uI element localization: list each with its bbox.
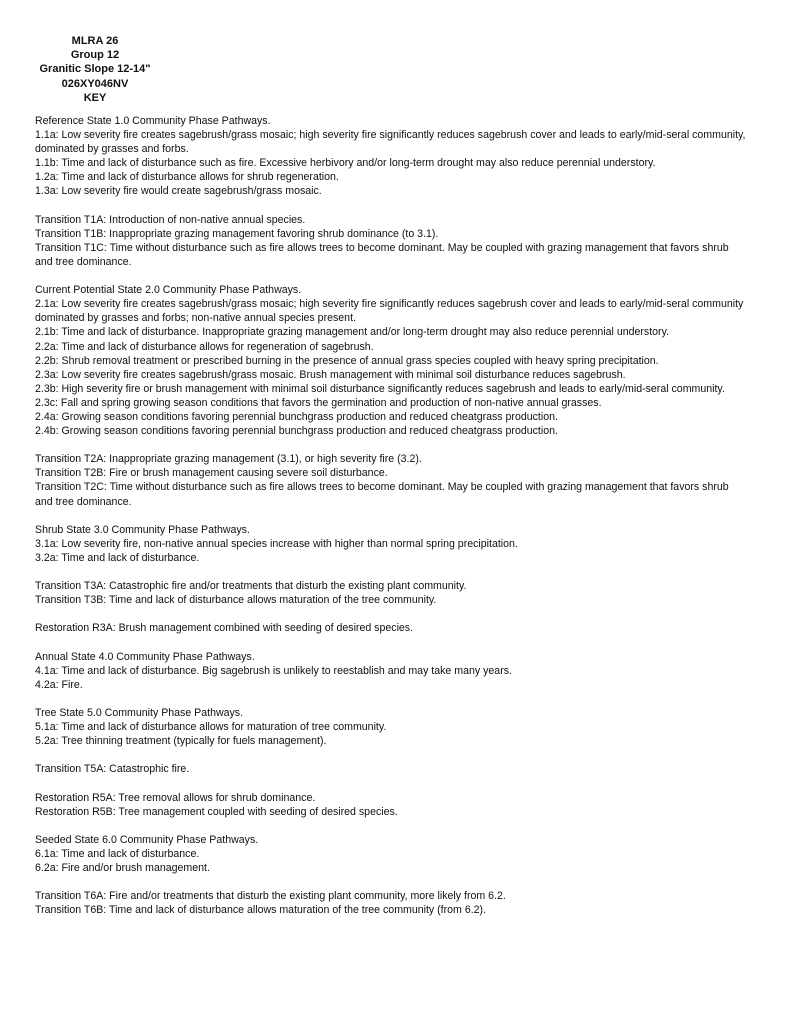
section-heading-line: Transition T3A: Catastrophic fire and/or treatments that disturb the existing plant community. bbox=[35, 580, 467, 593]
text-line: 2.2b: Shrub removal treatment or prescribed burning in the presence of annual grass species coupled with heavy spring precipitation. bbox=[35, 354, 659, 367]
text-line: 2.3a: Low severity fire creates sagebrush/grass mosaic. Brush management with minimal soil disturbance reduces sagebrush. bbox=[35, 368, 626, 381]
text-line: 2.3b: High severity fire or brush management with minimal soil disturbance significantly reduces sagebrush and leads to early/mid-seral community. bbox=[35, 382, 725, 395]
text-section bbox=[35, 791, 747, 819]
section-heading-line: Annual State 4.0 Community Phase Pathways. bbox=[35, 650, 255, 663]
header-site-name: Granitic Slope 12-14" bbox=[39, 63, 151, 76]
document-body bbox=[35, 114, 747, 931]
section-heading-line: Current Potential State 2.0 Community Phase Pathways. bbox=[35, 284, 302, 297]
header-mlra: MLRA 26 bbox=[71, 35, 119, 47]
text-line: 2.4a: Growing season conditions favoring perennial bunchgrass production and reduced cheatgrass production. bbox=[35, 410, 558, 423]
text-line: Transition T2B: Fire or brush management causing severe soil disturbance. bbox=[35, 467, 388, 480]
text-section bbox=[35, 833, 747, 875]
section-heading-line: Restoration R3A: Brush management combined with seeding of desired species. bbox=[35, 622, 414, 635]
text-line: Transition T2C: Time without disturbance such as fire allows trees to become dominant. May be coupled with grazing management that favors shrub and tree dominance. bbox=[35, 481, 729, 508]
text-line: Transition T1C: Time without disturbance such as fire allows trees to become dominant. May be coupled with grazing management that favors shrub and tree dominance. bbox=[35, 241, 729, 268]
header-key: KEY bbox=[83, 91, 107, 104]
section-heading-line: Seeded State 6.0 Community Phase Pathways. bbox=[35, 833, 259, 846]
text-line: 2.1b: Time and lack of disturbance. Inappropriate grazing management and/or long-term drought may also reduce perennial understory. bbox=[35, 326, 670, 339]
section-heading-line: Reference State 1.0 Community Phase Pathways. bbox=[35, 115, 271, 127]
section-heading-line: Transition T2A: Inappropriate grazing management (3.1), or high severity fire (3.2). bbox=[35, 453, 422, 466]
section-heading-line: Shrub State 3.0 Community Phase Pathways. bbox=[35, 523, 250, 536]
text-line: 2.1a: Low severity fire creates sagebrush/grass mosaic; high severity fire significantly reduces sagebrush cover and leads to early/mid-seral community dominated by grasses and forbs; non-native annual species present. bbox=[35, 298, 744, 325]
header-site-id: 026XY046NV bbox=[61, 77, 129, 90]
text-line: 2.4b: Growing season conditions favoring perennial bunchgrass production and reduced cheatgrass production. bbox=[35, 425, 558, 438]
text-line: 5.2a: Tree thinning treatment (typically for fuels management). bbox=[35, 735, 327, 748]
text-line: 1.1a: Low severity fire creates sagebrush/grass mosaic; high severity fire significantly reduces sagebrush cover and leads to early/mid-seral community, dominated by grasses and forbs. bbox=[35, 129, 746, 156]
section-heading-line: Transition T6A: Fire and/or treatments that disturb the existing plant community, more likely from 6.2. bbox=[35, 890, 506, 903]
text-section bbox=[35, 523, 747, 565]
text-line: 5.1a: Time and lack of disturbance allows for maturation of tree community. bbox=[35, 721, 387, 734]
text-section bbox=[35, 213, 747, 269]
text-section bbox=[35, 114, 747, 199]
section-heading-line: Tree State 5.0 Community Phase Pathways. bbox=[35, 706, 244, 719]
text-section bbox=[35, 283, 747, 438]
text-line: 3.1a: Low severity fire, non-native annual species increase with higher than normal spring precipitation. bbox=[35, 537, 518, 550]
text-section bbox=[35, 650, 747, 692]
text-line: 4.2a: Fire. bbox=[35, 678, 83, 691]
text-line: Transition T1B: Inappropriate grazing management favoring shrub dominance (to 3.1). bbox=[35, 227, 439, 240]
text-section bbox=[35, 706, 747, 748]
text-section bbox=[35, 762, 747, 776]
text-line: Restoration R5B: Tree management coupled with seeding of desired species. bbox=[35, 805, 398, 818]
section-heading-line: Transition T5A: Catastrophic fire. bbox=[35, 763, 190, 776]
text-line: 2.3c: Fall and spring growing season conditions that favors the germination and production of non-native annual grasses. bbox=[35, 396, 602, 409]
section-heading-line: Transition T1A: Introduction of non-native annual species. bbox=[35, 213, 306, 226]
text-section bbox=[35, 621, 747, 635]
text-line: 6.2a: Fire and/or brush management. bbox=[35, 861, 210, 874]
text-line: 1.2a: Time and lack of disturbance allows for shrub regeneration. bbox=[35, 171, 339, 184]
text-line: 2.2a: Time and lack of disturbance allows for regeneration of sagebrush. bbox=[35, 340, 374, 353]
text-line: 4.1a: Time and lack of disturbance. Big sagebrush is unlikely to reestablish and may take many years. bbox=[35, 664, 512, 677]
text-section bbox=[35, 452, 747, 508]
document-header bbox=[30, 34, 160, 105]
text-line: Transition T6B: Time and lack of disturbance allows maturation of the tree community (from 6.2). bbox=[35, 904, 487, 917]
text-line: Transition T3B: Time and lack of disturbance allows maturation of the tree community. bbox=[35, 594, 437, 607]
text-section bbox=[35, 579, 747, 607]
text-line: 1.3a: Low severity fire would create sagebrush/grass mosaic. bbox=[35, 185, 322, 198]
text-line: 6.1a: Time and lack of disturbance. bbox=[35, 847, 200, 860]
section-heading-line: Restoration R5A: Tree removal allows for shrub dominance. bbox=[35, 791, 316, 804]
header-group: Group 12 bbox=[70, 49, 120, 62]
text-section bbox=[35, 889, 747, 917]
text-line: 1.1b: Time and lack of disturbance such as fire. Excessive herbivory and/or long-term drought may also reduce perennial understory. bbox=[35, 157, 656, 170]
text-line: 3.2a: Time and lack of disturbance. bbox=[35, 551, 200, 564]
